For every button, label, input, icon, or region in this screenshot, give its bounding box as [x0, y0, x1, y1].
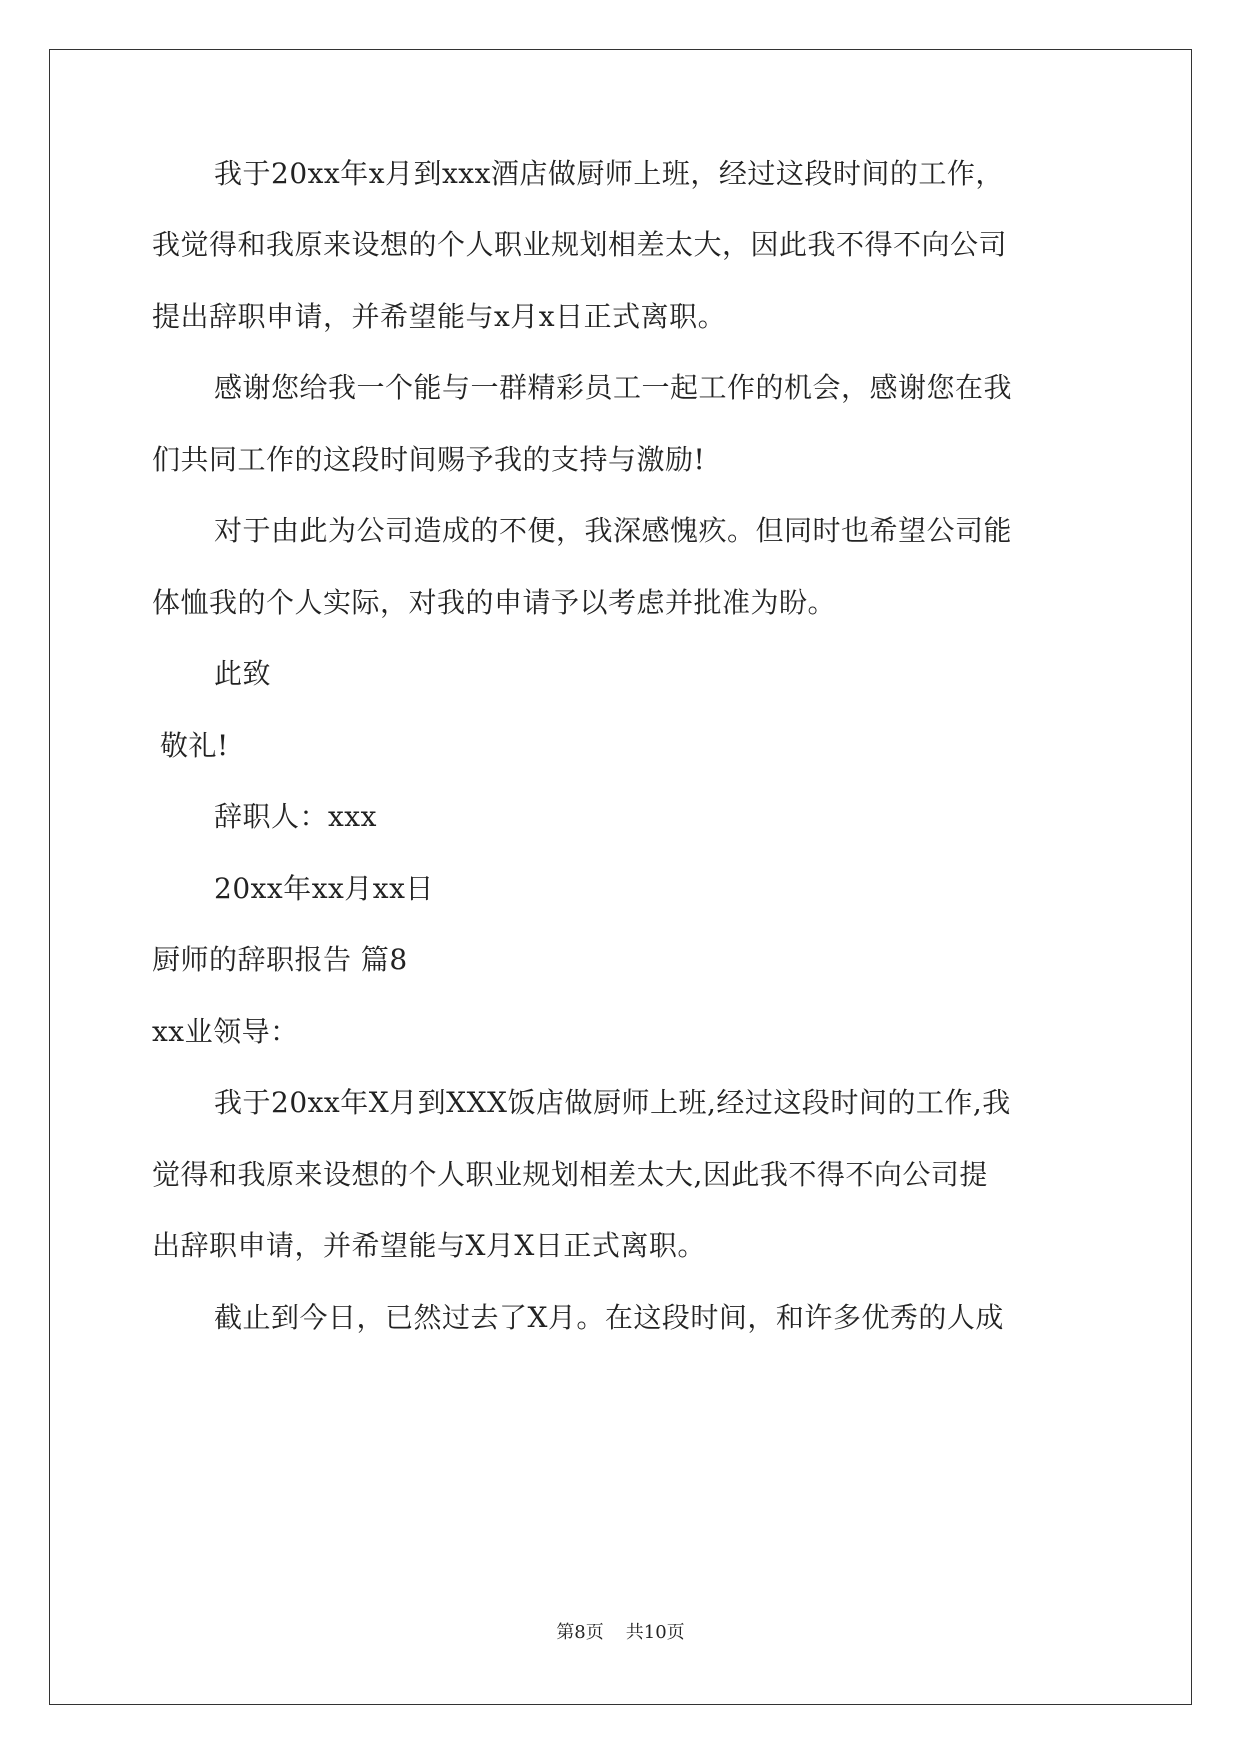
paragraph-line: 我于20xx年X月到XXX饭店做厨师上班,经过这段时间的工作,我 [214, 1086, 1011, 1119]
paragraph-line: 提出辞职申请，并希望能与x月x日正式离职。 [152, 300, 727, 333]
page-total: 共10页 [625, 1622, 685, 1643]
paragraph-line: 我觉得和我原来设想的个人职业规划相差太大，因此我不得不向公司 [152, 228, 1008, 261]
page-footer [0, 1621, 1241, 1645]
date-line: 20xx年xx月xx日 [214, 872, 434, 905]
closing-regards: 敬礼! [160, 729, 229, 762]
signature-line: 辞职人：xxx [214, 800, 377, 833]
paragraph-line: 感谢您给我一个能与一群精彩员工一起工作的机会，感谢您在我 [214, 371, 1013, 404]
paragraph-line: 我于20xx年x月到xxx酒店做厨师上班，经过这段时间的工作， [214, 157, 1004, 190]
paragraph-line: 截止到今日，已然过去了X月。在这段时间，和许多优秀的人成 [214, 1301, 1004, 1334]
paragraph-line: 对于由此为公司造成的不便，我深感愧疚。但同时也希望公司能 [214, 514, 1013, 547]
page-number: 第8页 [556, 1622, 604, 1643]
paragraph-line: 出辞职申请，并希望能与X月X日正式离职。 [152, 1229, 706, 1262]
section-heading: 厨师的辞职报告 篇8 [152, 943, 408, 976]
paragraph-line: 体恤我的个人实际，对我的申请予以考虑并批准为盼。 [152, 586, 837, 619]
closing-salutation: 此致 [214, 657, 272, 690]
paragraph-line: 觉得和我原来设想的个人职业规划相差太大,因此我不得不向公司提 [152, 1158, 988, 1191]
letter-greeting: xx业领导： [152, 1015, 299, 1048]
paragraph-line: 们共同工作的这段时间赐予我的支持与激励! [152, 443, 706, 476]
